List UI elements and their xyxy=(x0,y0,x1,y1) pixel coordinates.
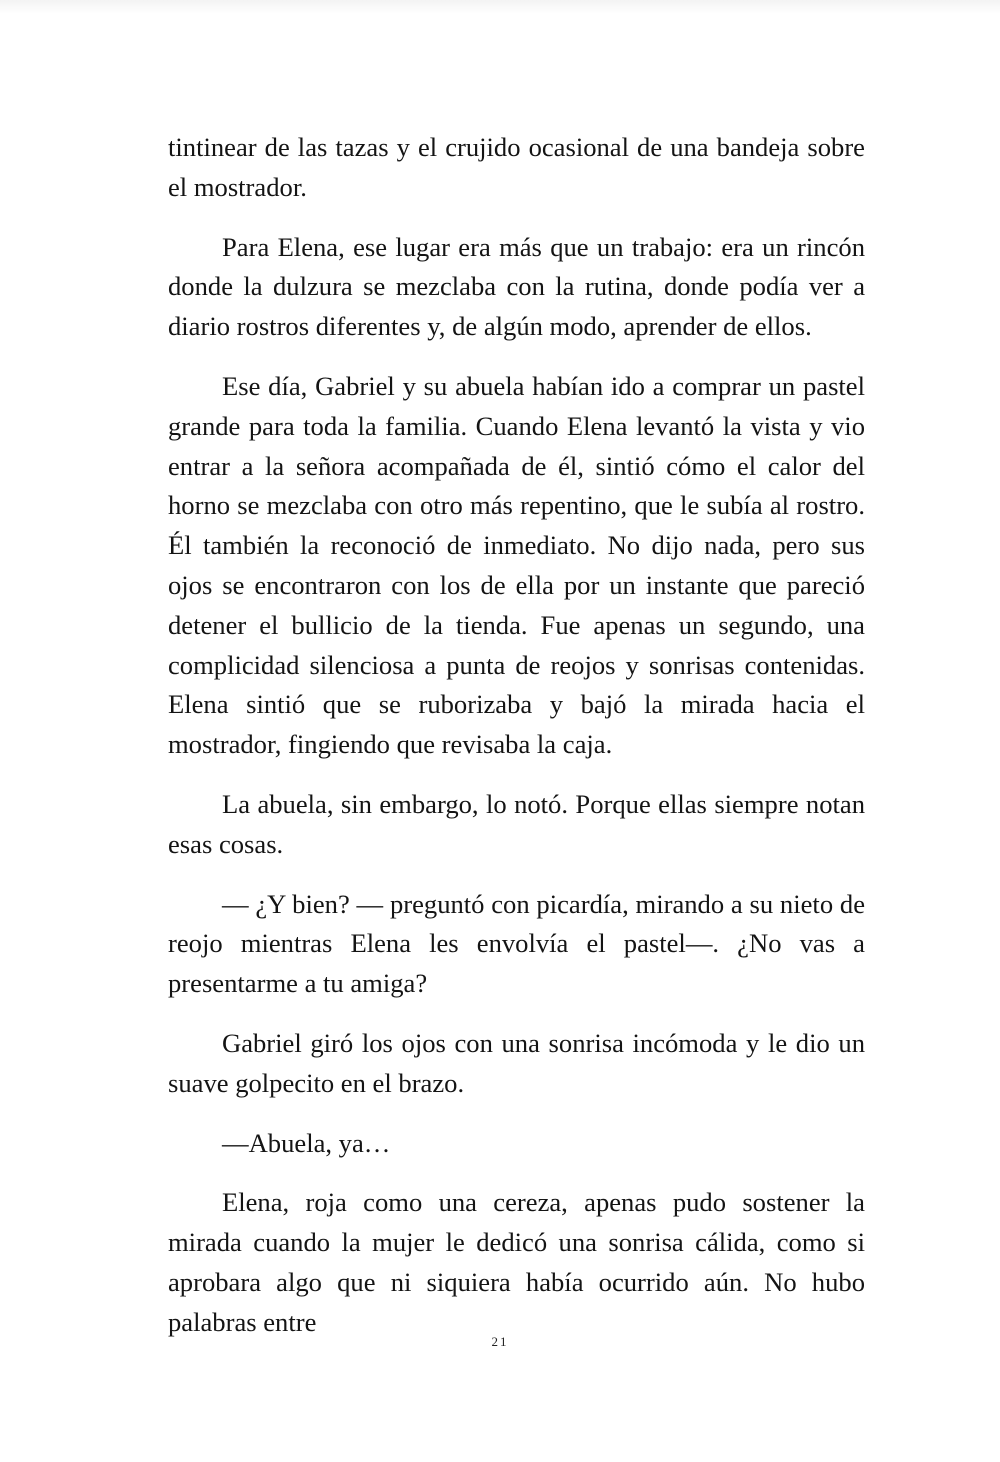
page-top-edge xyxy=(0,0,1000,14)
paragraph-continuation: tintinear de las tazas y el crujido ocasional de una bandeja sobre el mostrador. xyxy=(168,132,865,202)
dialogue-paragraph: —Abuela, ya… xyxy=(222,1127,391,1158)
body-text xyxy=(168,128,865,1363)
paragraph: Para Elena, ese lugar era más que un trabajo: era un rincón donde la dulzura se mezclaba con la rutina, donde podía ver a diario rostros diferentes y, de algún modo, aprender de ellos. xyxy=(168,231,865,342)
paragraph: Ese día, Gabriel y su abuela habían ido a comprar un pastel grande para toda la familia. Cuando Elena levantó la vista y vio entrar a la señora acompañada de él, sintió cómo el calor del horno se mezclaba con otro más repentino, que le subía al rostro. Él también la reconoció de inmediato. No dijo nada, pero sus ojos se encontraron con los de ella por un instante que pareció detener el bullicio de la tienda. Fue apenas un segundo, una complicidad silenciosa a punta de reojos y sonrisas contenidas. Elena sintió que se ruborizaba y bajó la mirada hacia el mostrador, fingiendo que revisaba la caja. xyxy=(168,370,865,760)
dialogue-paragraph: — ¿Y bien? — preguntó con picardía, mirando a su nieto de reojo mientras Elena les envolvía el pastel—. ¿No vas a presentarme a tu amiga? xyxy=(168,888,865,999)
paragraph: Gabriel giró los ojos con una sonrisa incómoda y le dio un suave golpecito en el brazo. xyxy=(168,1027,865,1098)
page-number: 21 xyxy=(491,1334,509,1349)
paragraph: La abuela, sin embargo, lo notó. Porque ellas siempre notan esas cosas. xyxy=(168,788,865,859)
paragraph: Elena, roja como una cereza, apenas pudo sostener la mirada cuando la mujer le dedicó una sonrisa cálida, como si aprobara algo que ni siquiera había ocurrido aún. No hubo palabras entre xyxy=(168,1187,865,1337)
